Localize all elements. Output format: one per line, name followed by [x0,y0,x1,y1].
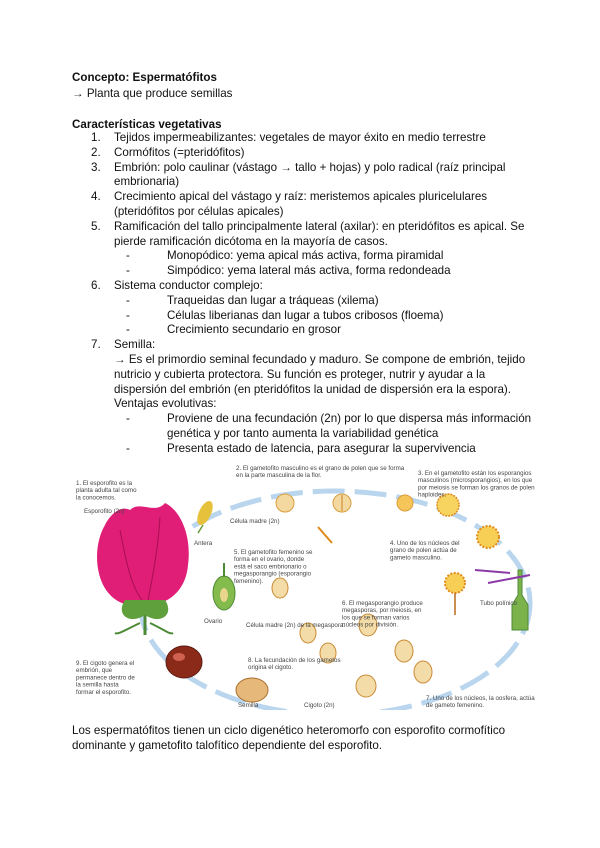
sub-list-item: - Presenta estado de latencia, para asegurar la supervivencia [126,441,476,455]
step-1-text: 1. El esporofito es la planta adulta tal como la conocemos. [76,480,137,502]
sub-list [114,412,532,456]
list-number: 6. [91,278,101,292]
list-item [72,220,532,279]
sub-list-item: - Crecimiento secundario en grosor [126,323,341,337]
step-3-text: 3. En el gametofito están los esporangios masculinos (microsporangios), en los que por meiosis se forman los granos de polen haploides. [418,470,535,499]
list-number: 1. [91,131,101,144]
label-esporofito: Esporofito (2n) [84,508,125,515]
conclusion-paragraph: Los espermatófitos tienen un ciclo digenético heteromorfo con esporofito cormofítico dominante y gametofito talofítico dependiente del esporofito. [72,724,506,752]
list-number: 3. [91,160,101,174]
sub-list-item-text: Presenta estado de latencia, para asegurar la supervivencia [167,441,476,455]
list-item [72,279,532,338]
list-item-text: Embrión: polo caulinar (vástago → tallo + hojas) y polo radical (raíz principal embrionaria) [114,160,506,189]
list-item-text: Ramificación del tallo principalmente lateral (axilar): en pteridófitos es apical. Se pierde ramificación dicótoma en la mayoría de casos. [114,219,525,248]
list-number: 2. [91,145,101,159]
concept-definition: → Planta que produce semillas [72,87,233,100]
step-6-text: 6. El megasporangio produce megasporas, por meiosis, en los que se forman varios núcleos por división. [342,600,423,629]
megasporangium-stages [272,578,432,697]
concept-title: Concepto: Espermatófitos [72,71,217,84]
label-tubo-polinico: Tubo polínico [480,600,517,607]
sub-list [114,249,532,279]
sub-list-item-text: Traqueidas dan lugar a tráqueas (xilema) [167,293,379,307]
sub-list-item: - Simpódico: yema lateral más activa, forma redondeada [126,264,451,278]
label-ovario: Ovario [204,618,223,625]
fertilization-arrow [488,575,530,583]
life-cycle-figure [70,455,550,710]
step-2-text: 2. El gametofito masculino es el grano de polen que se forma en la parte masculina de la flor. [236,465,405,480]
section-heading: Características vegetativas [72,118,222,131]
sub-list [114,294,532,338]
step-9-text: 9. El cigoto genera el embrión, que permanece dentro de la semilla hasta formar el esporofito. [76,660,135,696]
list-item-text: Cormófitos (=pteridófitos) [114,145,245,159]
list-item [72,190,532,220]
step-8-text: 8. La fecundación de los gametos origina el cigoto. [248,657,341,672]
label-cigoto: Cigoto (2n) [304,702,335,709]
list-item [72,146,532,161]
sub-list-item: - Células liberianas dan lugar a tubos cribosos (floema) [126,308,444,322]
list-item-text: Tejidos impermeabilizantes: vegetales de mayor éxito en medio terrestre [114,131,486,144]
sub-list-item-text: Proviene de una fecundación (2n) por lo que dispersa más información genética y por tanto aumenta la variabilidad genética [167,412,532,440]
orange-arrow [318,527,332,543]
seed-description: → Es el primordio seminal fecundado y maduro. Se compone de embrión, tejido nutricio y cubierta protectora. Su función es proteger, nutrir y ayudar a la dispersión del embrión (en pteridófitos la unidad de dispersión era la espora). Ventajas evolutivas: [114,352,526,411]
ovary-illustration [213,563,235,610]
sub-list-item: - Traqueidas dan lugar a tráqueas (xilema) [126,293,379,307]
step-5-text: 5. El gametofito femenino se forma en el ovario, donde está el saco embrionario o megasporangio (esporangio femenino). [234,549,313,585]
list-item [72,131,532,146]
sub-list-item-text: Monopódico: yema apical más activa, forma piramidal [167,249,444,263]
list-item [72,161,532,191]
sub-list-item: - Monopódico: yema apical más activa, forma piramidal [126,249,444,263]
sub-list-item-text: Células liberianas dan lugar a tubos cribosos (floema) [167,308,444,322]
label-antera: Antera [194,540,213,547]
label-celula-madre: Célula madre (2n) [230,518,280,525]
step-4-text: 4. Uno de los núcleos del grano de polen actúa de gameto masculino. [390,540,460,562]
label-celula-madre-megaspora: Célula madre (2n) de la megaspora. [246,622,346,629]
sub-list-item-text: Simpódico: yema lateral más activa, forma redondeada [167,264,451,278]
list-item-text: Semilla: [114,338,156,352]
list-item-text: Sistema conductor complejo: [114,278,263,292]
sub-list-item-text: Crecimiento secundario en grosor [167,323,341,337]
flower-illustration [97,503,189,635]
characteristics-list [72,131,532,457]
list-item [72,338,532,456]
list-number: 5. [91,219,101,233]
list-number: 7. [91,338,101,352]
sub-list-item: - Proviene de una fecundación (2n) por lo que dispersa más información genética y por tanto aumenta la variabilidad genética [126,412,532,440]
step-7-text: 7. Uno de los núcleos, la oosfera, actúa de gameto femenino. [426,695,535,710]
label-semilla: Semilla [238,702,259,709]
list-item-text: Crecimiento apical del vástago y raíz: meristemos apicales pluricelulares (pteridófitos por células apicales) [114,190,488,218]
list-number: 4. [91,190,101,204]
